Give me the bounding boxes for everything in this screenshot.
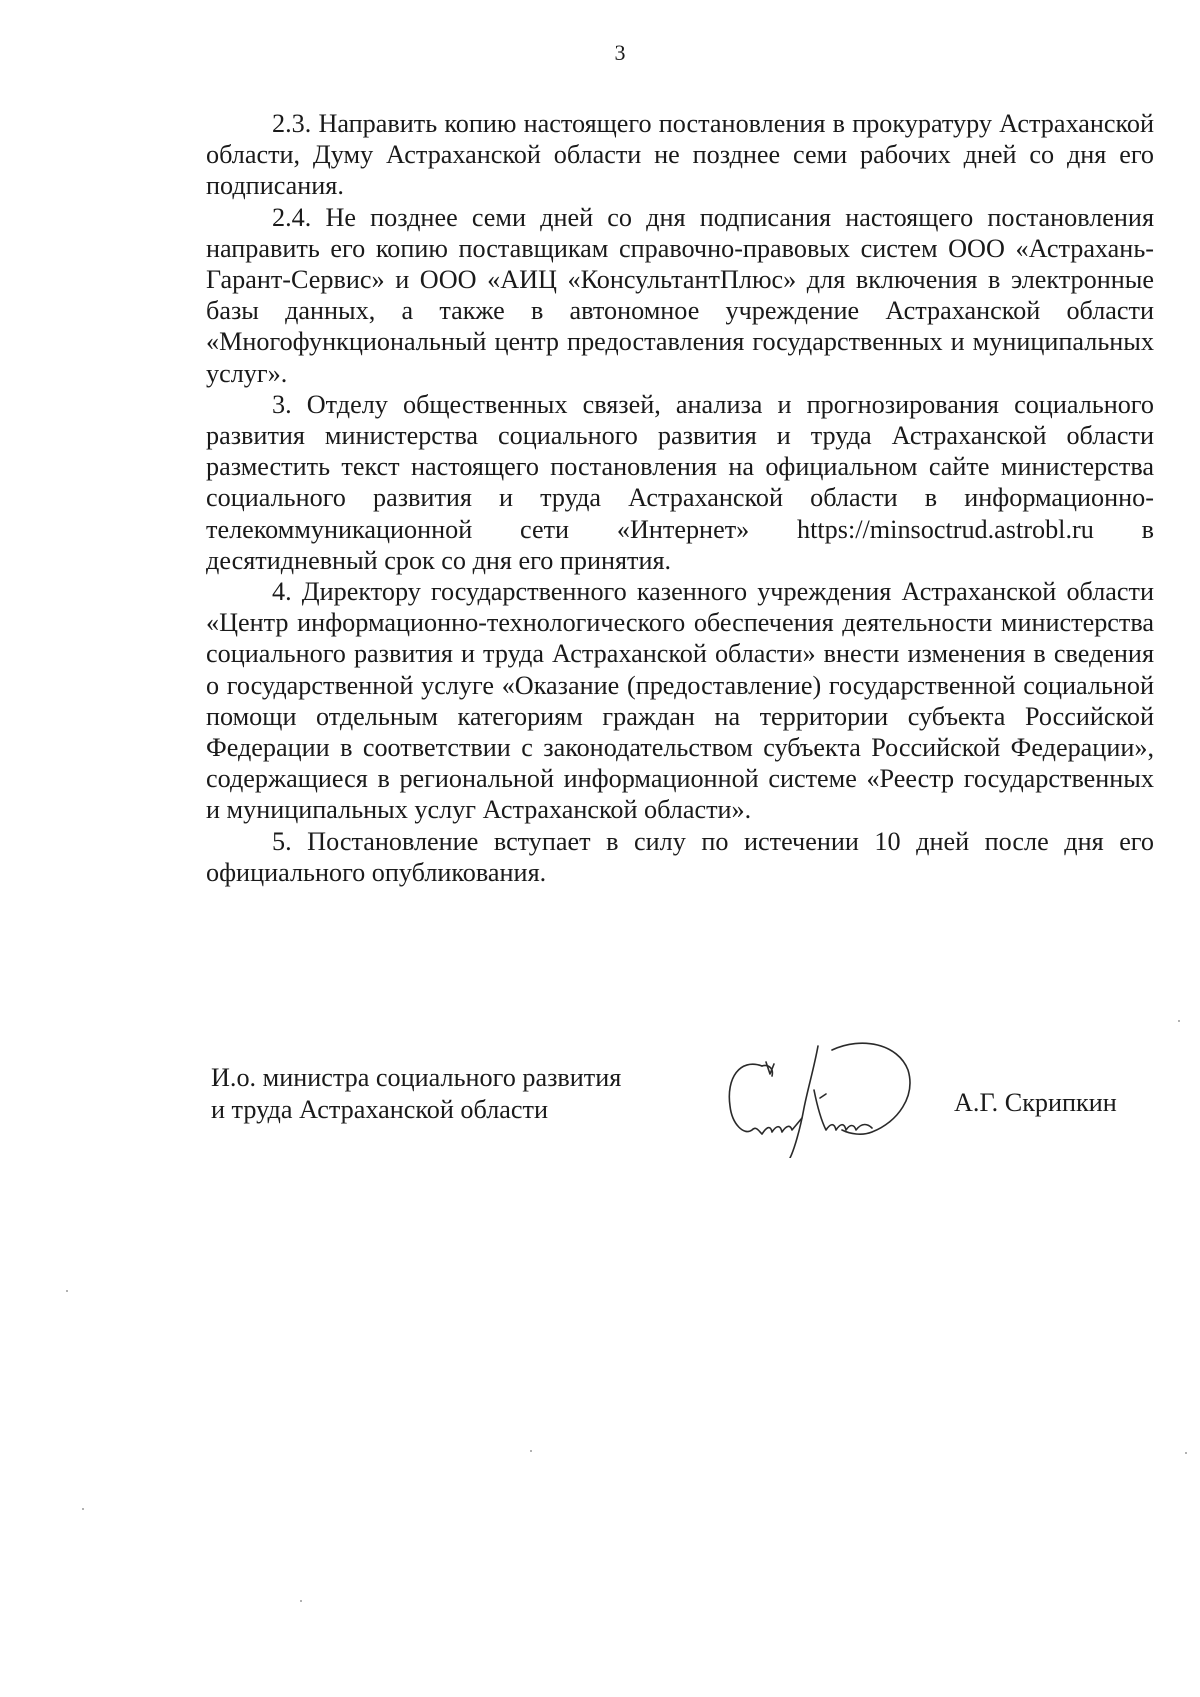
scan-speck (1178, 1020, 1180, 1022)
page-number: 3 (614, 40, 626, 65)
paragraph-3: 3. Отделу общественных связей, анализа и прогнозирования социального развития министерства социального развития и труда Астраханской области разместить текст настоящего постановления на официальном сайте министерства социального развития и труда Астраханской области в информационно-телекоммуникационной сети «Интернет» https://minsoctrud.astrobl.ru в десятидневный срок со дня его принятия. (206, 389, 1154, 575)
signature-icon (722, 1038, 918, 1158)
scan-speck (66, 1290, 68, 1292)
paragraph-4: 4. Директору государственного казенного учреждения Астраханской области «Центр информационно-технологического обеспечения деятельности министерства социального развития и труда Астраханской области» внести изменения в сведения о государственной услуге «Оказание (предоставление) государственной социальной помощи отдельным категориям граждан на территории субъекта Российской Федерации в соответствии с законодательством субъекта Российской Федерации», содержащиеся в региональной информационной системе «Реестр государственных и муниципальных услуг Астраханской области». (206, 577, 1154, 825)
signatory-position-line-1: И.о. министра социального развития (211, 1063, 622, 1092)
signatory-name: А.Г. Скрипкин (954, 1088, 1117, 1117)
scan-speck (530, 1450, 532, 1452)
paragraph-5: 5. Постановление вступает в силу по истечении 10 дней после дня его официального опубликования. (206, 826, 1154, 887)
paragraph-2-3: 2.3. Направить копию настоящего постановления в прокуратуру Астраханской области, Думу Астраханской области не позднее семи рабочих дней со дня его подписания. (206, 109, 1154, 201)
scan-speck (300, 1600, 302, 1602)
signatory-position-line-2: и труда Астраханской области (211, 1095, 548, 1124)
scan-speck (82, 1508, 84, 1510)
scan-speck (1185, 1452, 1187, 1454)
document-body (206, 108, 1154, 888)
paragraph-2-4: 2.4. Не позднее семи дней со дня подписания настоящего постановления направить его копию поставщикам справочно-правовых систем ООО «Астрахань-Гарант-Сервис» и ООО «АИЦ «КонсультантПлюс» для включения в электронные базы данных, а также в автономное учреждение Астраханской области «Многофункциональный центр предоставления государственных и муниципальных услуг». (206, 202, 1154, 388)
signatory-position (211, 1062, 621, 1126)
